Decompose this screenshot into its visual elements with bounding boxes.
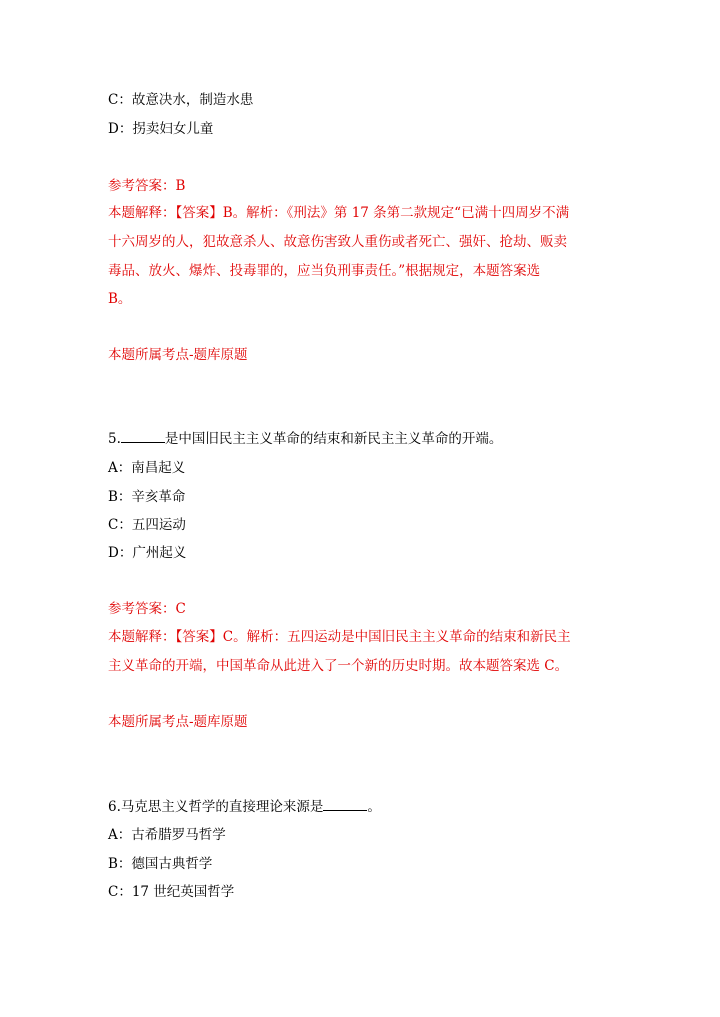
q4-answer: 参考答案：B bbox=[108, 178, 186, 194]
q6-option-b: B：德国古典哲学 bbox=[108, 856, 213, 872]
q5-explanation-line: 本题解释：【答案】C。解析：五四运动是中国旧民主主义革命的结束和新民主 bbox=[108, 629, 571, 645]
q5-stem bbox=[108, 429, 502, 449]
answer-blank bbox=[323, 798, 367, 811]
q6-stem bbox=[108, 797, 381, 817]
q4-explanation-line: B。 bbox=[108, 291, 132, 307]
q5-option-b: B：辛亥革命 bbox=[108, 489, 186, 505]
q6-stem-text: 6.马克思主义哲学的直接理论来源是 bbox=[108, 799, 324, 815]
q5-source: 本题所属考点-题库原题 bbox=[108, 714, 248, 730]
q4-explanation-line: 毒品、放火、爆炸、投毒罪的，应当负刑事责任。”根据规定，本题答案选 bbox=[108, 263, 541, 279]
q5-answer: 参考答案：C bbox=[108, 601, 186, 617]
q4-option-d: D：拐卖妇女儿童 bbox=[108, 121, 214, 137]
q6-option-a: A：古希腊罗马哲学 bbox=[108, 827, 226, 843]
q4-option-c: C：故意决水，制造水患 bbox=[108, 92, 254, 108]
q5-option-c: C：五四运动 bbox=[108, 517, 186, 533]
q5-stem-text: 是中国旧民主主义革命的结束和新民主主义革命的开端。 bbox=[164, 431, 503, 447]
q6-option-c: C：17 世纪英国哲学 bbox=[108, 884, 235, 900]
q4-explanation-line: 本题解释：【答案】B。解析：《刑法》第 17 条第二款规定“已满十四周岁不满 bbox=[108, 205, 570, 221]
q6-stem-end: 。 bbox=[367, 799, 381, 815]
q5-option-a: A：南昌起义 bbox=[108, 460, 186, 476]
q4-explanation-line: 十六周岁的人，犯故意杀人、故意伤害致人重伤或者死亡、强奸、抢劫、贩卖 bbox=[108, 234, 567, 250]
q4-source: 本题所属考点-题库原题 bbox=[108, 347, 248, 363]
q5-explanation-line: 主义革命的开端，中国革命从此进入了一个新的历史时期。故本题答案选 C。 bbox=[108, 658, 569, 674]
q5-number: 5. bbox=[108, 431, 121, 447]
answer-blank bbox=[121, 430, 165, 443]
q5-option-d: D：广州起义 bbox=[108, 545, 187, 561]
